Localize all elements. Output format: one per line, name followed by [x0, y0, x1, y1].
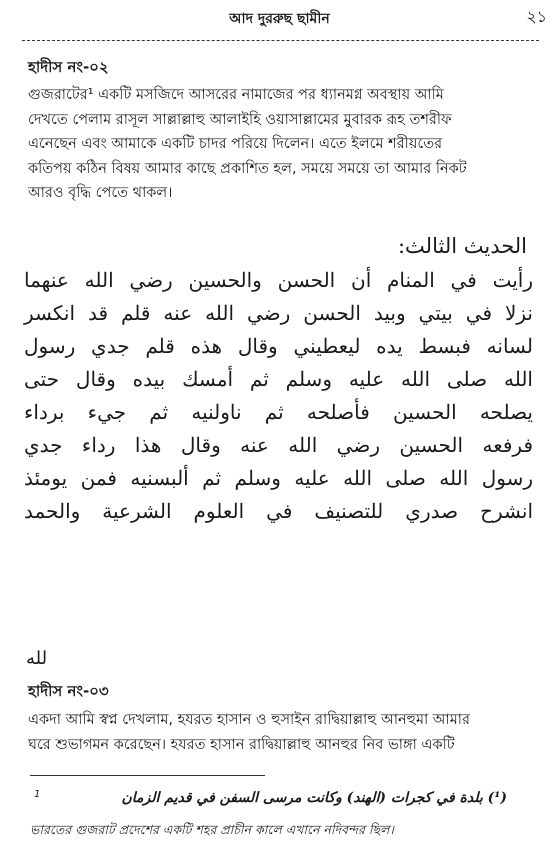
header-divider: [22, 40, 539, 41]
arabic-hadith-heading: الحديث الثالث:: [397, 234, 527, 258]
arabic-line-2: نزلا في بيتي وبيد الحسن رضي الله عنه قلم قد انكسر: [24, 301, 533, 325]
arabic-line-7: رسول الله صلى الله عليه وسلم ثم ألبسنيه فمن يومئذ: [24, 466, 533, 490]
arabic-line-5: يصلحه الحسين فأصلحه ثم ناولنيه ثم جيء برداء: [24, 400, 533, 424]
page-number: ২১: [526, 7, 547, 26]
arabic-line-1: رأيت في المنام أن الحسن والحسين رضي الله عنهما: [24, 268, 533, 292]
arabic-line-8: انشرح صدري للتصنيف في العلوم الشرعية والحمد: [24, 499, 533, 523]
arabic-line-6: فرفعه الحسين رضي الله عنه وقال هذا رداء جدي: [24, 433, 533, 457]
footnote-divider: [30, 775, 265, 776]
hadith-3-line-1: একদা আমি স্বপ্ন দেখলাম, হযরত হাসান ও হুসাইন রাদ্বিয়াল্লাহু আনহুমা আমার: [28, 712, 470, 728]
hadith-2-line-3: এনেছেন এবং আমাকে একটি চাদর পরিয়ে দিলেন। এতে ইলমে শরীয়তের: [28, 136, 443, 152]
hadith-2-line-4: কতিপয় কঠিন বিষয় আমার কাছে প্রকাশিত হল, সময়ে সময়ে তা আমার নিকট: [28, 160, 467, 177]
footnote-bengali: ভারতের গুজরাট প্রদেশের একটি শহর প্রাচীন কালে এখানে নদিবন্দর ছিল।: [30, 822, 394, 837]
hadith-2-line-5: আরও বৃদ্ধি পেতে থাকল।: [28, 185, 173, 201]
arabic-line-4: الله صلى الله عليه وسلم ثم أمسك بيده وقال حتى: [24, 367, 533, 391]
running-title: আদ দুররুছ ছামীন: [229, 11, 330, 27]
page-header: [20, 4, 539, 34]
hadith-2-paragraph: [28, 83, 537, 206]
arabic-end-word: لله: [26, 648, 48, 669]
arabic-hadith-text: [24, 264, 533, 528]
hadith-3-line-2: ঘরে শুভাগমন করেছেন। হযরত হাসান রাদ্বিয়াল্লাহু আনহুর নিব ভাঙ্গা একটি: [28, 736, 455, 753]
arabic-line-3: لسانه فبسط يده ليعطيني وقال هذه قلم جدي رسول: [24, 334, 533, 358]
hadith-2-line-1: গুজরাটের¹ একটি মসজিদে আসরের নামাজের পর ধ্যানমগ্ন অবস্থায় আমি: [28, 87, 444, 103]
hadith-3-heading: হাদীস নং-০৩: [28, 682, 109, 700]
hadith-2-heading: হাদীস নং-০২: [28, 58, 109, 76]
hadith-3-paragraph: [28, 708, 537, 757]
footnote-mark: 1: [34, 789, 41, 800]
hadith-2-line-2: দেখতে পেলাম রাসূল সাল্লাল্লাহু আলাইহি ওয়াসাল্লামের মুবারক রূহ তশরীফ: [28, 111, 452, 128]
footnote-arabic: (¹) بلدة في كجرات (الهند) وكانت مرسى السفن في قديم الزمان: [121, 790, 507, 806]
